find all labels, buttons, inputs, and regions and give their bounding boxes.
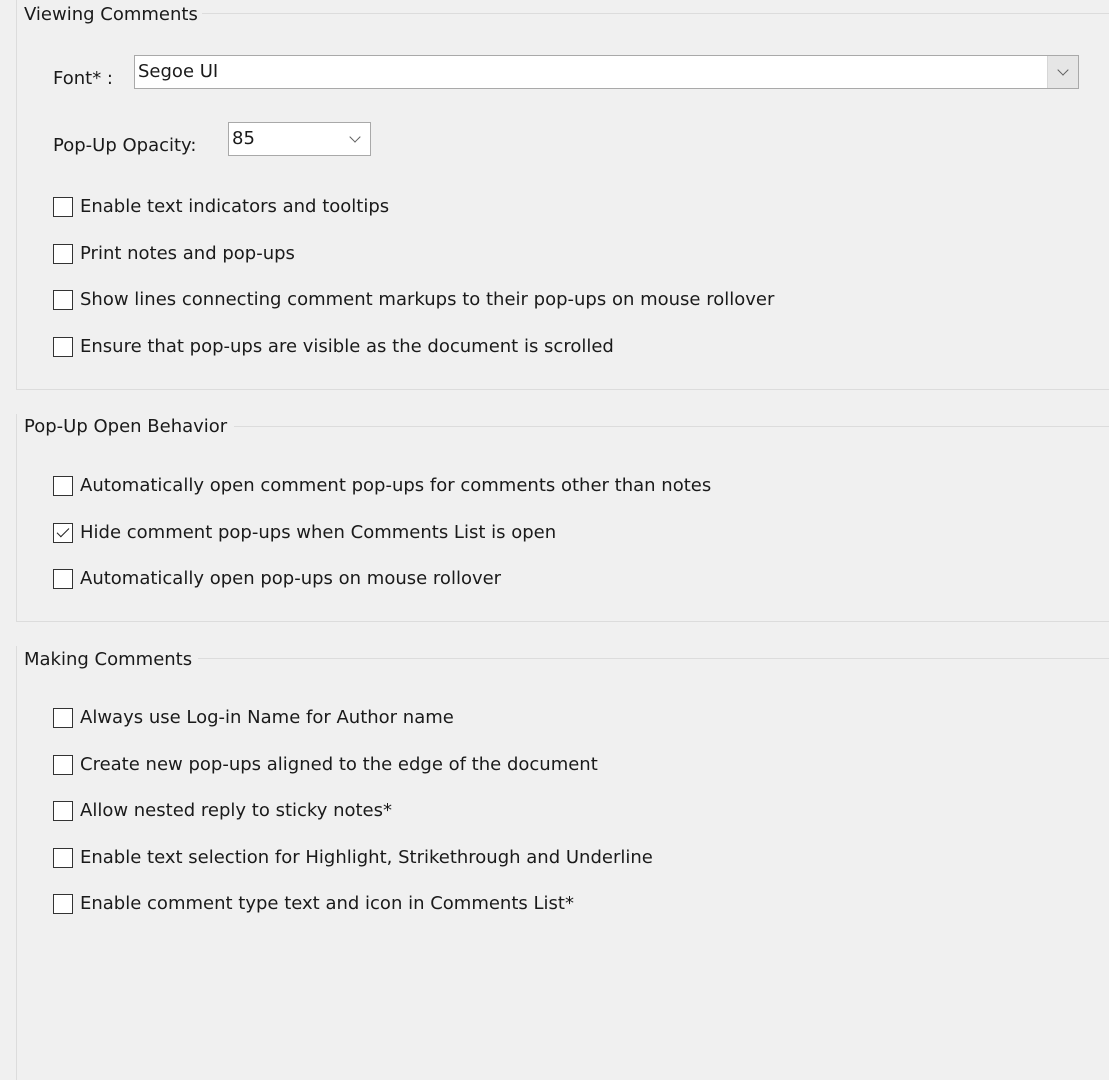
checkbox-row-auto-open-rollover[interactable] bbox=[53, 567, 501, 591]
checkbox[interactable] bbox=[53, 244, 73, 264]
checkbox[interactable] bbox=[53, 894, 73, 914]
checkbox-label: Print notes and pop-ups bbox=[80, 243, 295, 264]
checkbox-label: Create new pop-ups aligned to the edge of the document bbox=[80, 754, 598, 775]
checkbox[interactable] bbox=[53, 755, 73, 775]
checkbox-row-comment-type[interactable] bbox=[53, 892, 574, 916]
checkbox-label: Automatically open comment pop-ups for comments other than notes bbox=[80, 475, 712, 496]
font-select[interactable] bbox=[134, 55, 1079, 89]
checkbox[interactable] bbox=[53, 708, 73, 728]
font-dropdown-button[interactable] bbox=[1047, 56, 1078, 88]
checkbox-label: Enable comment type text and icon in Comments List* bbox=[80, 893, 574, 914]
popup-opacity-value: 85 bbox=[232, 128, 255, 149]
checkbox-label: Show lines connecting comment markups to their pop-ups on mouse rollover bbox=[80, 289, 775, 310]
checkbox[interactable] bbox=[53, 848, 73, 868]
checkbox-label: Always use Log-in Name for Author name bbox=[80, 707, 454, 728]
popup-opacity-select[interactable] bbox=[228, 122, 371, 156]
chevron-down-icon bbox=[1057, 64, 1068, 75]
checkbox[interactable] bbox=[53, 476, 73, 496]
checkbox-row-align-edge[interactable] bbox=[53, 753, 598, 777]
checkbox-row-hide-popups[interactable] bbox=[53, 521, 556, 545]
checkbox-row-text-indicators[interactable] bbox=[53, 195, 389, 219]
group-divider bbox=[202, 13, 1109, 14]
checkbox-label: Ensure that pop-ups are visible as the document is scrolled bbox=[80, 336, 614, 357]
chevron-down-icon bbox=[349, 131, 360, 142]
popup-opacity-label: Pop-Up Opacity: bbox=[53, 135, 197, 156]
checkbox[interactable] bbox=[53, 569, 73, 589]
checkbox-row-nested-reply[interactable] bbox=[53, 799, 392, 823]
checkbox-checked[interactable] bbox=[53, 523, 73, 543]
checkbox-label: Allow nested reply to sticky notes* bbox=[80, 800, 393, 821]
font-select-value: Segoe UI bbox=[138, 61, 219, 82]
checkbox-row-print-notes[interactable] bbox=[53, 242, 295, 266]
checkbox-row-show-lines[interactable] bbox=[53, 288, 774, 312]
checkbox[interactable] bbox=[53, 801, 73, 821]
group-divider bbox=[17, 621, 1109, 622]
checkbox-label: Automatically open pop-ups on mouse rollover bbox=[80, 568, 502, 589]
checkbox[interactable] bbox=[53, 337, 73, 357]
font-label: Font* : bbox=[53, 68, 113, 89]
checkbox-label: Enable text selection for Highlight, Strikethrough and Underline bbox=[80, 847, 653, 868]
checkbox-row-auto-open-comments[interactable] bbox=[53, 474, 711, 498]
checkbox[interactable] bbox=[53, 290, 73, 310]
group-title-popup-open-behavior: Pop-Up Open Behavior bbox=[24, 416, 231, 438]
group-divider bbox=[17, 389, 1109, 390]
checkbox-row-login-name[interactable] bbox=[53, 706, 454, 730]
checkbox-row-ensure-visible[interactable] bbox=[53, 335, 614, 359]
checkbox-label: Enable text indicators and tooltips bbox=[80, 196, 390, 217]
group-divider bbox=[234, 426, 1109, 427]
popup-opacity-dropdown-button[interactable] bbox=[340, 123, 370, 155]
checkbox-label: Hide comment pop-ups when Comments List is open bbox=[80, 522, 557, 543]
group-title-making-comments: Making Comments bbox=[24, 649, 196, 671]
group-title-viewing-comments: Viewing Comments bbox=[24, 4, 202, 26]
checkbox[interactable] bbox=[53, 197, 73, 217]
group-divider bbox=[198, 658, 1109, 659]
checkbox-row-text-selection[interactable] bbox=[53, 846, 653, 870]
